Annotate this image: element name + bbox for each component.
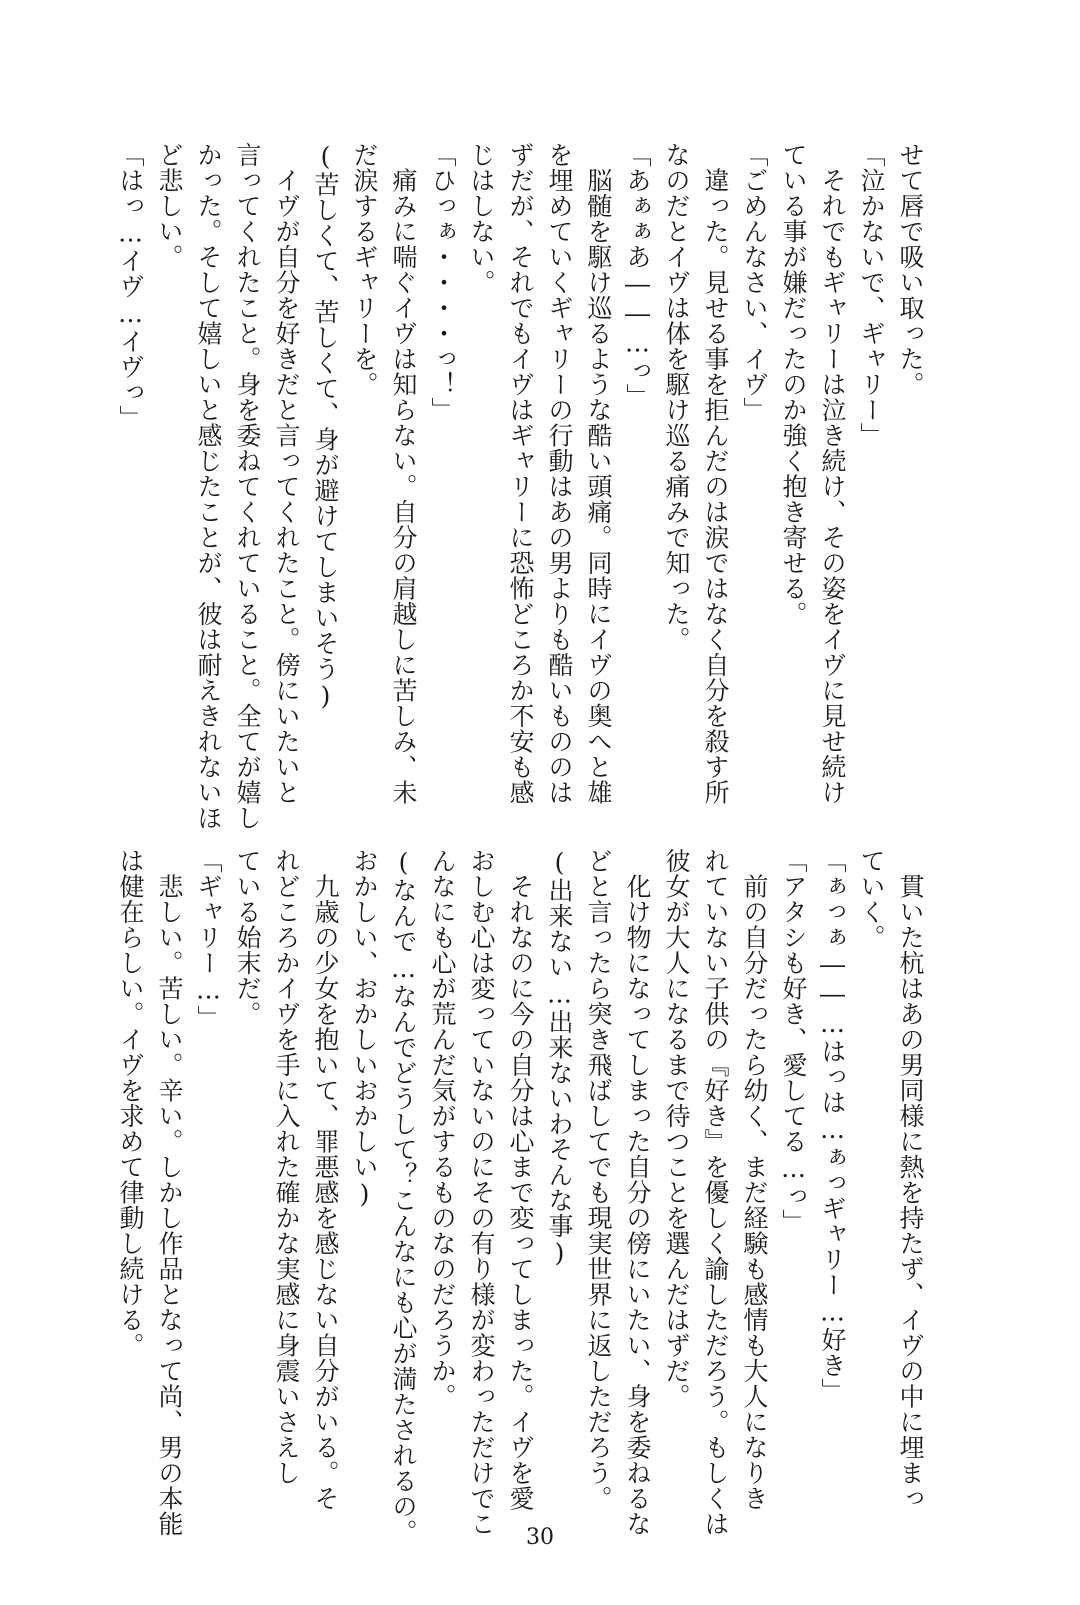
text-line: 脳髄を駆け巡るような酷い頭痛。同時にイヴの奥へと雄 <box>584 142 613 805</box>
text-line: 悲しい。苦しい。辛い。しかし作品となって尚、男の本能 <box>155 848 184 1537</box>
text-line: 痛みに喘ぐイヴは知らない。自分の肩越しに苦しみ、未 <box>389 142 418 805</box>
text-line: ている始末だ。 <box>233 848 262 1027</box>
text-line: んなにも心が荒んだ気がするものなのだろうか。 <box>428 848 457 1409</box>
text-line: イヴが自分を好きだと言ってくれたこと。傍にいたいと <box>272 142 301 805</box>
text-line: 九歳の少女を抱いて、罪悪感を感じない自分がいる。そ <box>311 848 340 1511</box>
text-line: (出来ない…出来ないわそんな事) <box>545 848 574 1268</box>
text-line: 「泣かないで、ギャリー」 <box>857 142 886 448</box>
text-line: 彼女が大人になるまで待つことを選んだはずだ。 <box>662 848 691 1409</box>
text-line: 「ギャリー…」 <box>194 848 223 1031</box>
text-line: おかしい、おかしいおかしい) <box>350 848 379 1209</box>
text-line: だ涙するギャリーを。 <box>350 142 379 397</box>
text-line: 違った。見せる事を拒んだのは涙ではなく自分を殺す所 <box>701 142 730 805</box>
text-line: 「あぁぁあ――…っ」 <box>623 142 652 409</box>
text-line: れどころかイヴを手に入れた確かな実感に身震いさえし <box>272 848 301 1486</box>
upper-text-block <box>116 142 930 831</box>
text-line: 「ごめんなさい、イヴ」 <box>740 142 769 423</box>
text-line: 言ってくれたこと。身を委ねてくれていること。全てが嬉し <box>233 142 262 831</box>
text-line: おしむ心は変っていないのにその有り様が変わっただけでこ <box>467 848 496 1537</box>
text-line: を埋めていくギャリーの行動はあの男よりも酷いもののは <box>545 142 574 805</box>
text-line: ど悲しい。 <box>155 142 184 270</box>
text-line: 「はっ…イヴ…イヴっ」 <box>116 142 145 431</box>
text-line: 貫いた杭はあの男同様に熱を持たず、イヴの中に埋まっ <box>896 848 925 1511</box>
text-line: ていく。 <box>857 848 886 950</box>
text-line: 化け物になってしまった自分の傍にいたい、身を委ねるな <box>623 848 652 1537</box>
text-line: せて唇で吸い取った。 <box>896 142 925 397</box>
text-line: ずだが、それでもイヴはギャリーに恐怖どころか不安も感 <box>506 142 535 805</box>
page-number: 30 <box>526 1525 554 1550</box>
text-line: じはしない。 <box>467 142 496 295</box>
text-line: は健在らしい。イヴを求めて律動し続ける。 <box>116 848 145 1358</box>
text-line: ている事が嫌だったのか強く抱き寄せる。 <box>779 142 808 627</box>
text-line: それなのに今の自分は心まで変ってしまった。イヴを愛 <box>506 848 535 1511</box>
text-line: 「アタシも好き、愛してる…っ」 <box>779 848 808 1235</box>
text-line: なのだとイヴは体を駆け巡る痛みで知った。 <box>662 142 691 652</box>
text-line: 「ひっぁ・・・・っ！」 <box>428 142 457 423</box>
text-line: 前の自分だったら幼く、まだ経験も感情も大人になりき <box>740 848 769 1511</box>
text-line: (苦しくて、苦しくて、身が避けてしまいそう) <box>311 142 340 711</box>
text-line: れていない子供の『好き』を優しく諭しただろう。もしくは <box>701 848 730 1537</box>
text-line: 「ぁっぁ――…はっは…ぁっギャリー…好き」 <box>818 848 847 1404</box>
text-line: それでもギャリーは泣き続け、その姿をイヴに見せ続け <box>818 142 847 805</box>
text-line: どと言ったら突き飛ばしてでも現実世界に返しただろう。 <box>584 848 613 1511</box>
text-line: かった。そして嬉しいと感じたことが、彼は耐えきれないほ <box>194 142 223 831</box>
text-line: (なんで…なんでどうして？こんなにも心が満たされるの。 <box>389 848 418 1545</box>
